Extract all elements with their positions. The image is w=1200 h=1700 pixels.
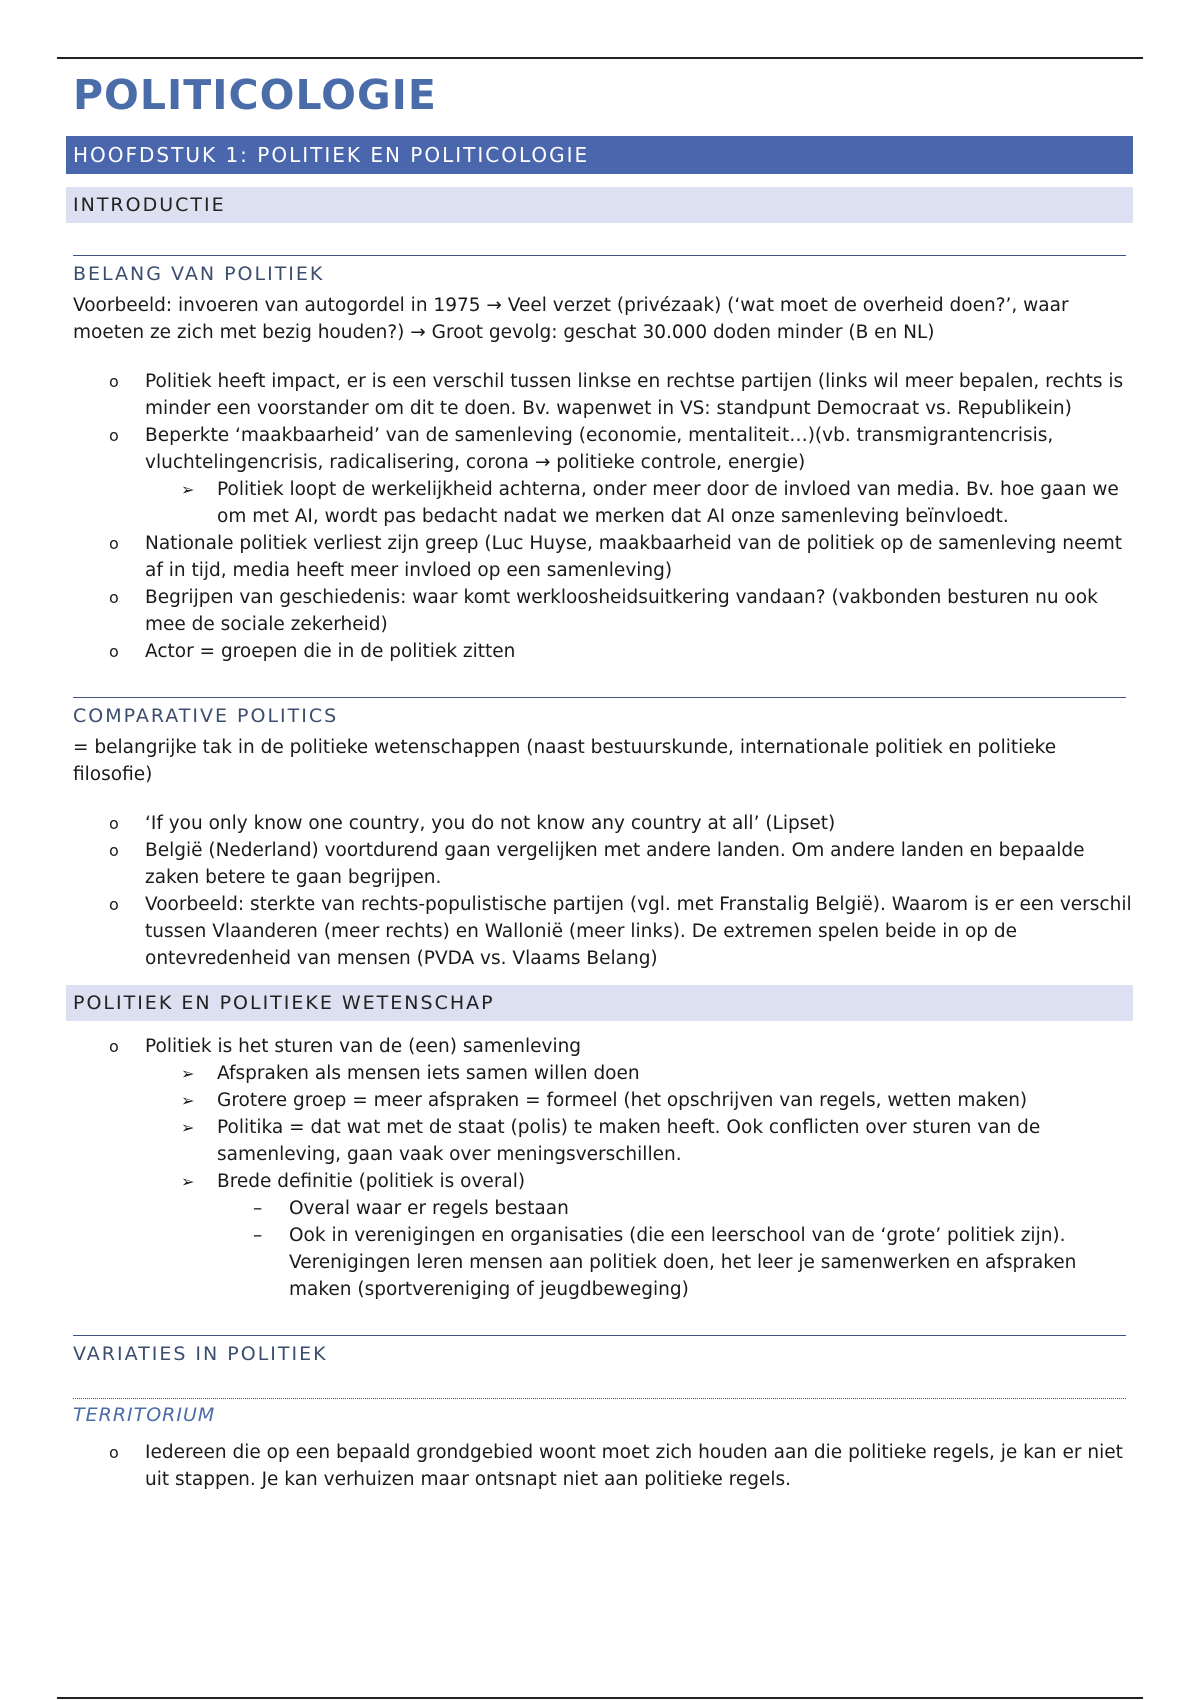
belang-paragraph: Voorbeeld: invoeren van autogordel in 1975 → Veel verzet (privézaak) (‘wat moet de overheid doen?’, waar moeten ze zich met bezig houden?) → Groot gevolg: geschat 30.000 doden minder (B en NL)	[73, 295, 1069, 343]
sub-sub-list-item	[217, 1195, 1133, 1222]
list-item-text: Politiek heeft impact, er is een verschil tussen linkse en rechtse partijen (links wil meer bepalen, rechts is minder een voorstander om dit te doen. Bv. wapenwet in VS: standpunt Democraat vs. Republikein)	[145, 371, 1124, 419]
list-item-text: Politiek is het sturen van de (een) samenleving	[145, 1036, 582, 1057]
list-item-text: Politiek loopt de werkelijkheid achterna, onder meer door de invloed van media. Bv. hoe gaan we om met AI, wordt pas bedacht nadat we merken dat AI onze samenleving beïnvloedt.	[217, 479, 1119, 527]
bullet-circle: o	[109, 588, 119, 607]
list-item-text: Afspraken als mensen iets samen willen doen	[217, 1063, 640, 1084]
list-item-text: Nationale politiek verliest zijn greep (Luc Huyse, maakbaarheid van de politiek op de samenleving neemt af in tijd, media heeft meer invloed op een samenleving)	[145, 533, 1123, 581]
bullet-arrow: ➢	[181, 1172, 195, 1191]
list-item-text: Actor = groepen die in de politiek zitten	[145, 641, 516, 662]
bullet-circle: o	[109, 1443, 119, 1462]
list-item-text: Overal waar er regels bestaan	[289, 1198, 569, 1219]
list-item-text: Brede definitie (politiek is overal)	[217, 1171, 526, 1192]
bullet-arrow: ➢	[181, 1064, 195, 1083]
bullet-circle: o	[109, 372, 119, 391]
bullet-circle: o	[109, 426, 119, 445]
list-item-text: België (Nederland) voortdurend gaan vergelijken met andere landen. Om andere landen en bepaalde zaken betere te gaan begrijpen.	[145, 840, 1085, 888]
list-item-text: Ook in verenigingen en organisaties (die een leerschool van de ‘grote’ politiek zijn). Verenigingen leren mensen aan politiek doen, het leer je samenwerken en afspraken maken (sportvereniging of jeugdbeweging)	[289, 1225, 1077, 1300]
comparative-list	[73, 810, 1133, 972]
list-item	[73, 1033, 1133, 1303]
sub-list-item	[145, 1168, 1133, 1303]
sub-list-item	[145, 1060, 1133, 1087]
bullet-circle: o	[109, 1037, 119, 1056]
section-heading-wetenschap: POLITIEK EN POLITIEKE WETENSCHAP	[66, 985, 1133, 1021]
top-rule	[57, 57, 1143, 59]
list-item	[73, 530, 1133, 584]
bullet-dash: –	[253, 1198, 263, 1219]
bullet-arrow: ➢	[181, 1091, 195, 1110]
bullet-arrow: ➢	[181, 1118, 195, 1137]
bullet-circle: o	[109, 642, 119, 661]
list-item-text: Iedereen die op een bepaald grondgebied woont moet zich houden aan die politieke regels, je kan er niet uit stappen. Je kan verhuizen maar ontsnapt niet aan politieke regels.	[145, 1442, 1123, 1490]
list-item	[73, 1439, 1133, 1493]
list-item	[73, 584, 1133, 638]
list-item-text: ‘If you only know one country, you do not know any country at all’ (Lipset)	[145, 813, 836, 834]
wetenschap-list	[73, 1033, 1133, 1303]
bullet-circle: o	[109, 895, 119, 914]
subsection-heading-variaties: VARIATIES IN POLITIEK	[73, 1335, 1126, 1366]
list-item	[73, 810, 1133, 837]
sub-list-item	[145, 476, 1133, 530]
territorium-list	[73, 1439, 1133, 1493]
list-item-text: Grotere groep = meer afspraken = formeel (het opschrijven van regels, wetten maken)	[217, 1090, 1028, 1111]
list-item	[73, 422, 1133, 530]
list-item-text: Begrijpen van geschiedenis: waar komt werkloosheidsuitkering vandaan? (vakbonden besturen nu ook mee de sociale zekerheid)	[145, 587, 1098, 635]
document-page	[73, 70, 1133, 1493]
belang-list	[73, 368, 1133, 665]
bullet-circle: o	[109, 841, 119, 860]
list-item-text: Voorbeeld: sterkte van rechts-populistische partijen (vgl. met Franstalig België). Waarom is er een verschil tussen Vlaanderen (meer rechts) en Wallonië (meer links). De extremen spelen beide in op de ontevredenheid van mensen (PVDA vs. Vlaams Belang)	[145, 894, 1132, 969]
sub-list-item	[145, 1087, 1133, 1114]
sub-list-item	[145, 1114, 1133, 1168]
list-item	[73, 837, 1133, 891]
chapter-heading: HOOFDSTUK 1: POLITIEK EN POLITICOLOGIE	[66, 136, 1133, 174]
bottom-rule	[57, 1697, 1143, 1699]
subsection-heading-comparative: COMPARATIVE POLITICS	[73, 697, 1126, 728]
bullet-circle: o	[109, 814, 119, 833]
bullet-arrow: ➢	[181, 480, 195, 499]
list-item	[73, 638, 1133, 665]
list-item-text: Politika = dat wat met de staat (polis) te maken heeft. Ook conflicten over sturen van de samenleving, gaan vaak over meningsverschillen.	[217, 1117, 1041, 1165]
bullet-circle: o	[109, 534, 119, 553]
subsubsection-heading-territorium: TERRITORIUM	[73, 1398, 1126, 1427]
section-heading-introductie: INTRODUCTIE	[66, 187, 1133, 223]
list-item	[73, 368, 1133, 422]
document-title: POLITICOLOGIE	[73, 71, 437, 119]
comparative-paragraph: = belangrijke tak in de politieke wetenschappen (naast bestuurskunde, internationale politiek en politieke filosofie)	[73, 737, 1057, 785]
sub-sub-list-item	[217, 1222, 1133, 1303]
subsection-heading-belang: BELANG VAN POLITIEK	[73, 255, 1126, 286]
list-item	[73, 891, 1133, 972]
list-item-text: Beperkte ‘maakbaarheid’ van de samenleving (economie, mentaliteit…)(vb. transmigrantencrisis, vluchtelingencrisis, radicalisering, corona → politieke controle, energie)	[145, 425, 1054, 473]
bullet-dash: –	[253, 1225, 263, 1246]
